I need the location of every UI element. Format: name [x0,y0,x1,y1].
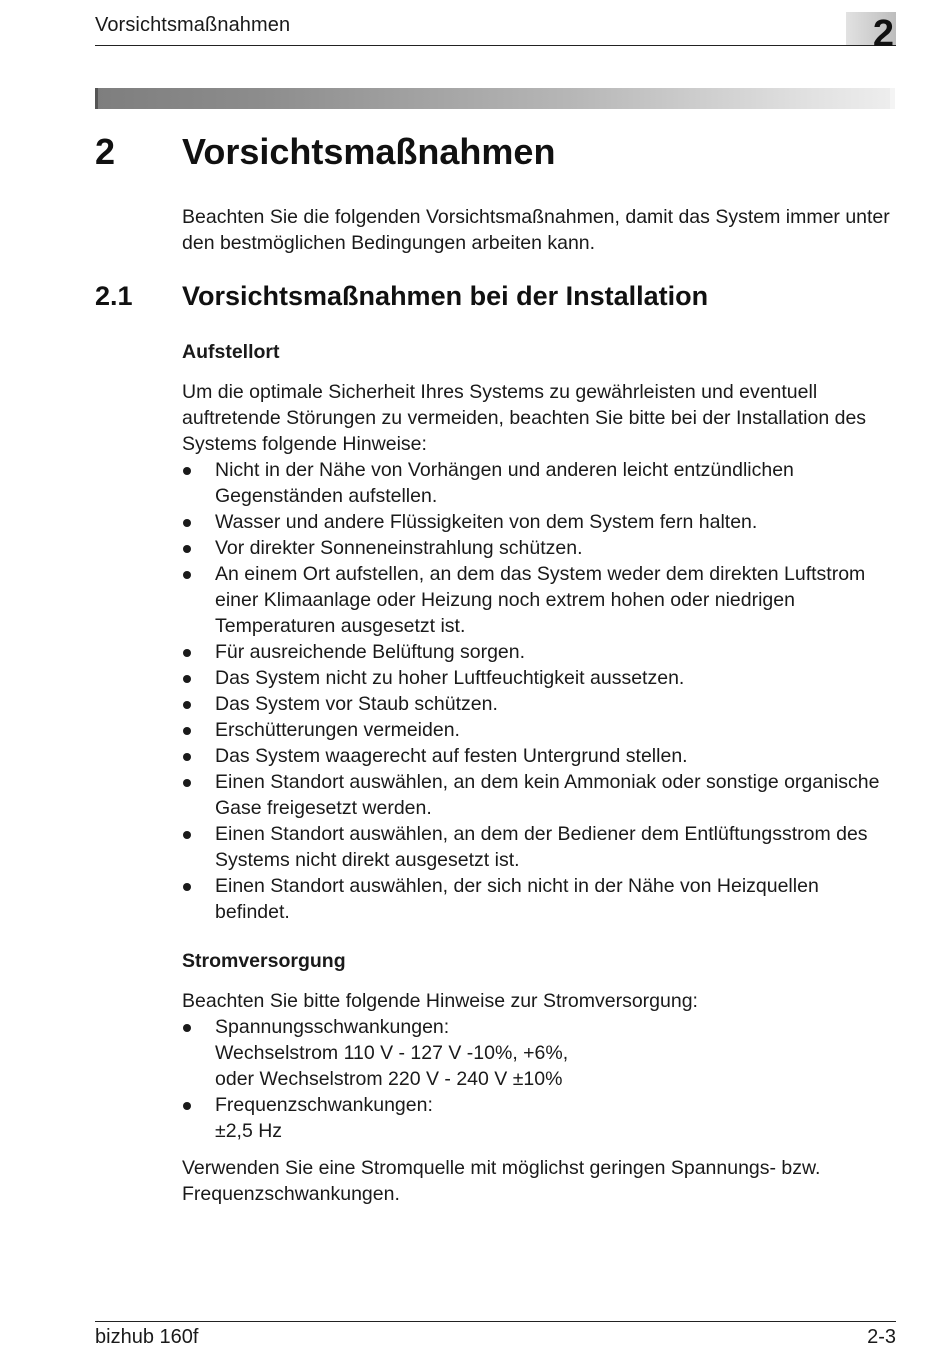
header-rule [95,45,896,46]
list-item: Wasser und andere Flüssigkeiten von dem System fern halten. [182,509,898,535]
list-item: Einen Standort auswählen, an dem kein Ammoniak oder sonstige organische Gase freigesetzt werden. [182,769,898,821]
list-item: Für ausreichende Belüftung sorgen. [182,639,898,665]
chapter-tab-number: 2 [872,13,894,55]
chapter-tab [846,12,896,55]
list-item: Einen Standort auswählen, an dem der Bediener dem Entlüftungsstrom des Systems nicht direkt ausgesetzt ist. [182,821,898,873]
chapter-title: Vorsichtsmaßnahmen [182,131,556,172]
list-item: Das System vor Staub schützen. [182,691,898,717]
footer-product: bizhub 160f [95,1326,199,1348]
stromversorgung-outro: Verwenden Sie eine Stromquelle mit möglichst geringen Spannungs- bzw. Frequenzschwankungen. [182,1157,821,1205]
section-number: 2.1 [95,281,133,311]
list-item: Vor direkter Sonneneinstrahlung schützen. [182,535,898,561]
footer-rule [95,1321,896,1322]
list-item: Einen Standort auswählen, der sich nicht in der Nähe von Heizquellen befindet. [182,873,898,925]
voltage-line-1: Wechselstrom 110 V - 127 V -10%, +6%, [215,1042,569,1064]
aufstellort-list [182,457,898,925]
list-item: An einem Ort aufstellen, an dem das System weder dem direkten Luftstrom einer Klimaanlage oder Heizung noch extrem hohen oder niedrigen Temperaturen ausgesetzt ist. [182,561,898,639]
section-title: Vorsichtsmaßnahmen bei der Installation [182,281,709,311]
stromversorgung-heading: Stromversorgung [182,950,346,972]
stromversorgung-list [182,1014,898,1144]
frequency-value: ±2,5 Hz [215,1120,283,1142]
running-header-title: Vorsichtsmaßnahmen [95,14,291,36]
voltage-line-2: oder Wechselstrom 220 V - 240 V ±10% [215,1068,563,1090]
aufstellort-heading: Aufstellort [182,341,280,363]
list-item [182,1092,898,1144]
list-item: Das System waagerecht auf festen Untergrund stellen. [182,743,898,769]
footer-page-number: 2-3 [867,1326,896,1348]
chapter-gradient-bar [95,88,895,109]
voltage-label: Spannungsschwankungen: [215,1016,450,1038]
aufstellort-intro: Um die optimale Sicherheit Ihres Systems zu gewährleisten und eventuell auftretende Störungen zu vermeiden, beachten Sie bitte bei der Installation des Systems folgende Hinweise: [182,381,867,455]
stromversorgung-intro: Beachten Sie bitte folgende Hinweise zur Stromversorgung: [182,990,698,1012]
chapter-intro: Beachten Sie die folgenden Vorsichtsmaßnahmen, damit das System immer unter den bestmöglichen Bedingungen arbeiten kann. [182,206,890,254]
list-item [182,1014,898,1092]
list-item: Nicht in der Nähe von Vorhängen und anderen leicht entzündlichen Gegenständen aufstellen. [182,457,898,509]
frequency-label: Frequenzschwankungen: [215,1094,433,1116]
list-item: Erschütterungen vermeiden. [182,717,898,743]
chapter-number: 2 [95,131,116,172]
list-item: Das System nicht zu hoher Luftfeuchtigkeit aussetzen. [182,665,898,691]
